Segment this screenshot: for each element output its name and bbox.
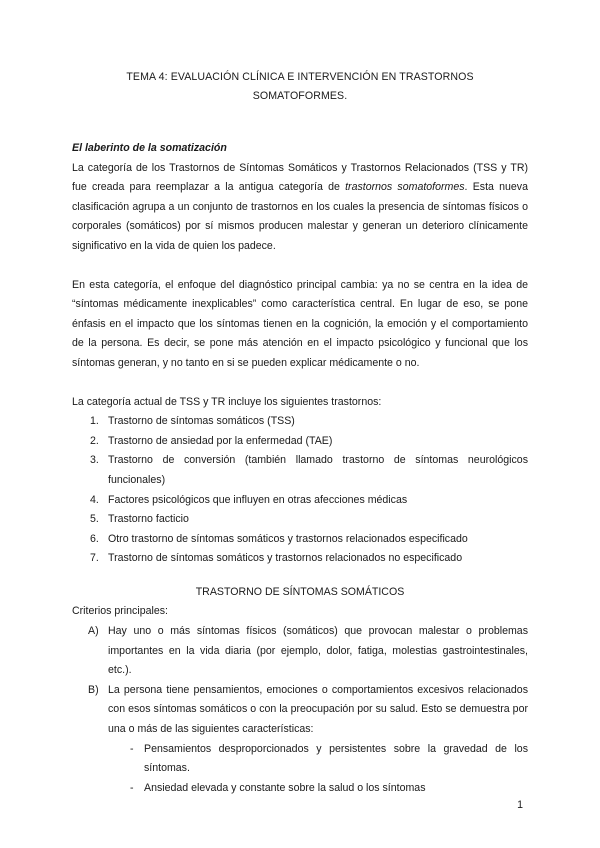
list-item-text: Trastorno de ansiedad por la enfermedad (TAE) bbox=[108, 434, 333, 447]
paragraph-list-intro: La categoría actual de TSS y TR incluye los siguientes trastornos: bbox=[72, 395, 382, 408]
list-item-text: Factores psicológicos que influyen en otras afecciones médicas bbox=[108, 493, 408, 506]
list-item-number: 1. bbox=[90, 415, 99, 428]
list-item bbox=[72, 432, 528, 452]
paragraph-intro-part-b: . Esta nueva clasificación agrupa a un conjunto de trastornos en los cuales la presencia de síntomas físicos o corporales (somáticos) por sí mismos producen malestar y generan un deterioro clínicamente significativo en la vida de quien los padece. bbox=[72, 181, 528, 252]
criterion-a-text: Hay uno o más síntomas físicos (somáticos) que provocan malestar o problemas importantes en la vida diaria (por ejemplo, dolor, fatiga, molestias gastrointestinales, etc.). bbox=[108, 625, 528, 677]
list-item bbox=[72, 451, 528, 490]
list-item bbox=[72, 510, 528, 530]
criterion-b-label: B) bbox=[88, 683, 99, 696]
criterion-b bbox=[72, 681, 528, 740]
list-item bbox=[72, 530, 528, 550]
list-item bbox=[72, 549, 528, 569]
criterion-a bbox=[72, 622, 528, 681]
criterion-a-label: A) bbox=[88, 625, 99, 638]
paragraph-intro-part-a: La categoría de los Trastornos de Síntomas Somáticos y Trastornos Relacionados (TSS y TR) fue creada para reemplazar a la antigua categoría de bbox=[72, 161, 528, 194]
list-item-number: 4. bbox=[90, 493, 99, 506]
list-item-text: Trastorno de síntomas somáticos y trastornos relacionados no especificado bbox=[108, 552, 463, 565]
list-item-text: Trastorno facticio bbox=[108, 513, 189, 526]
disorders-list bbox=[72, 412, 528, 569]
title-line-1: TEMA 4: EVALUACIÓN CLÍNICA E INTERVENCIÓN EN TRASTORNOS bbox=[126, 71, 474, 83]
list-item-text: Otro trastorno de síntomas somáticos y trastornos relacionados especificado bbox=[108, 532, 468, 545]
dash-bullet: - bbox=[130, 742, 134, 755]
sub-criterion bbox=[72, 740, 528, 779]
list-item-number: 7. bbox=[90, 552, 99, 565]
list-item-text: Trastorno de conversión (también llamado trastorno de síntomas neurológicos funcionales) bbox=[108, 454, 528, 486]
list-item-number: 3. bbox=[90, 454, 99, 467]
list-item-number: 6. bbox=[90, 532, 99, 545]
criterion-b-text: La persona tiene pensamientos, emociones o comportamientos excesivos relacionados con esos síntomas somáticos o con la preocupación por su salud. Esto se demuestra por una o más de las siguientes características: bbox=[108, 683, 528, 736]
criteria-label: Criterios principales: bbox=[72, 605, 168, 618]
document-page bbox=[72, 68, 528, 798]
paragraph-intro bbox=[72, 159, 528, 257]
section-title: TRASTORNO DE SÍNTOMAS SOMÁTICOS bbox=[195, 585, 405, 598]
list-item-text: Trastorno de síntomas somáticos (TSS) bbox=[108, 415, 295, 428]
paragraph-intro-emphasis: trastornos somatoformes bbox=[345, 181, 465, 194]
sub-criterion bbox=[72, 779, 528, 799]
list-item-number: 2. bbox=[90, 434, 99, 447]
document-title bbox=[72, 68, 528, 106]
sub-criterion-text: Ansiedad elevada y constante sobre la salud o los síntomas bbox=[144, 781, 426, 794]
paragraph-focus: En esta categoría, el enfoque del diagnóstico principal cambia: ya no se centra en la idea de “síntomas médicamente inexplicables” como característica central. En lugar de eso, se pone énfasis en el impacto que los síntomas tienen en la cognición, la emoción y el comportamiento de la persona. Es decir, se pone más atención en el impacto psicológico y funcional que los síntomas generan, y no tanto en si se pueden explicar médicamente o no. bbox=[72, 278, 528, 369]
list-item bbox=[72, 491, 528, 511]
dash-bullet: - bbox=[130, 781, 134, 794]
subheading: El laberinto de la somatización bbox=[72, 142, 227, 154]
sub-criterion-text: Pensamientos desproporcionados y persistentes sobre la gravedad de los síntomas. bbox=[144, 742, 528, 775]
title-line-2: SOMATOFORMES. bbox=[252, 90, 348, 102]
list-item bbox=[72, 412, 528, 432]
page-number: 1 bbox=[517, 799, 523, 811]
list-item-number: 5. bbox=[90, 513, 99, 526]
